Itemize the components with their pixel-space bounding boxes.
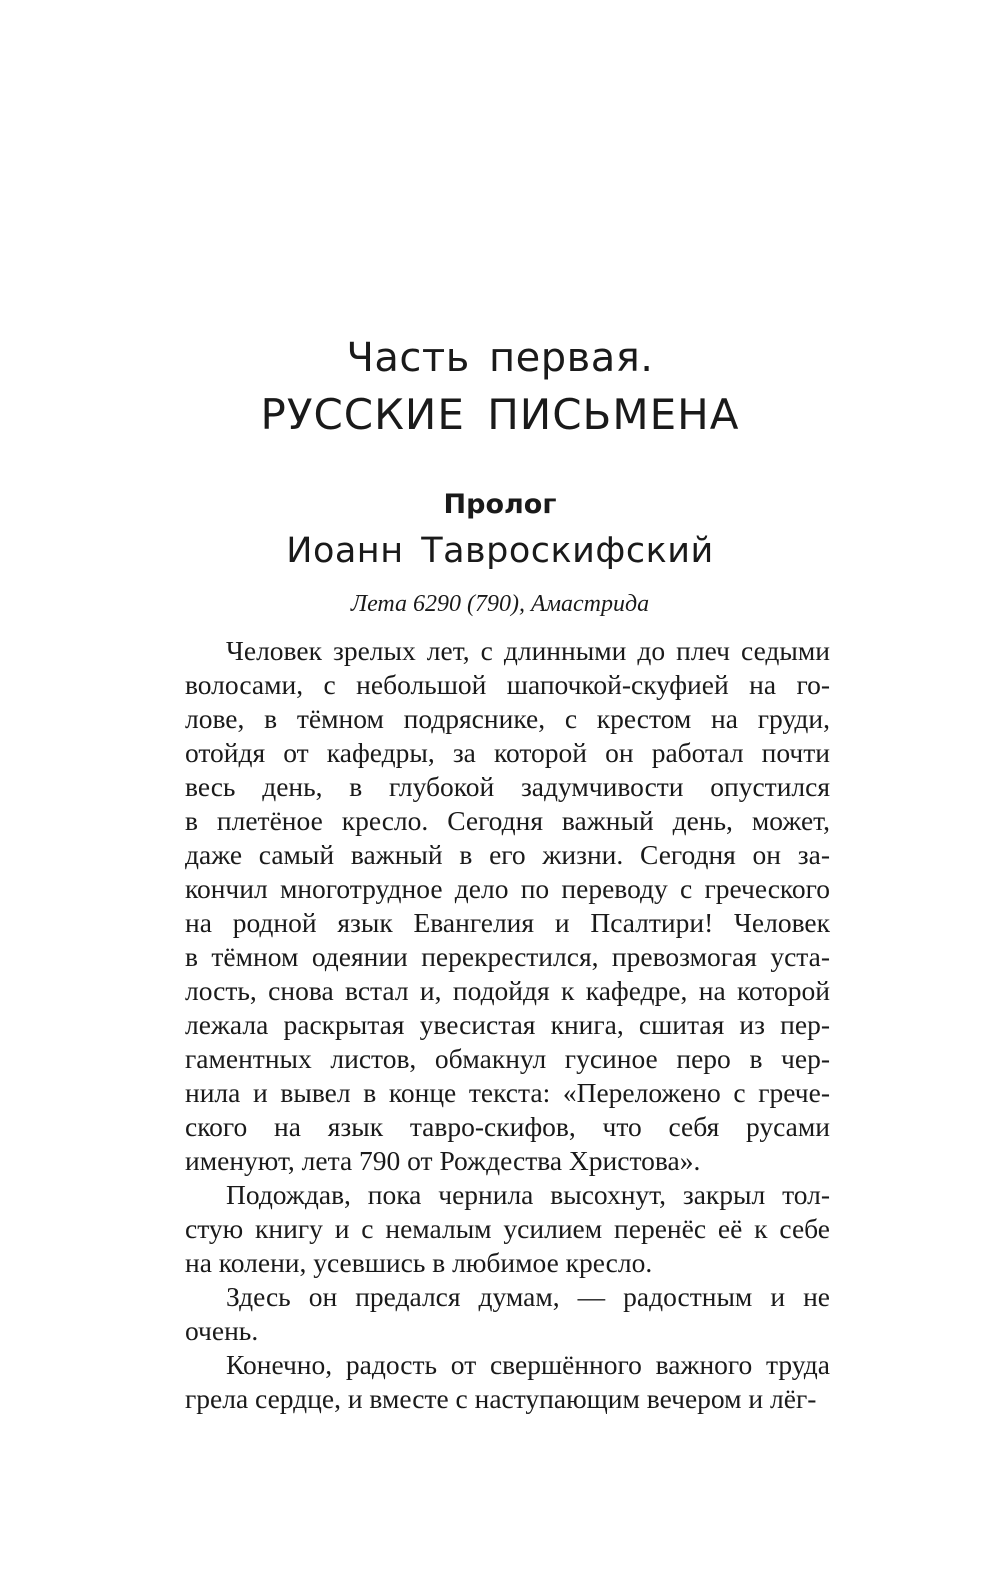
text-line: Человек зрелых лет, с длинными до плеч седыми bbox=[226, 635, 830, 666]
text-line: нила и вывел в конце текста: «Переложено с грече- bbox=[185, 1077, 830, 1108]
text-line: грела сердце, и вместе с наступающим вечером и лёг- bbox=[185, 1383, 817, 1414]
paragraph bbox=[185, 634, 830, 1178]
text-line: лове, в тёмном подряснике, с крестом на груди, bbox=[185, 703, 830, 734]
text-line: весь день, в глубокой задумчивости опустился bbox=[185, 771, 830, 802]
text-line: стую книгу и с немалым усилием перенёс её к себе bbox=[185, 1213, 830, 1244]
text-line: гаментных листов, обмакнул гусиное перо в чер- bbox=[185, 1043, 830, 1074]
text-line: Здесь он предался думам, — радостным и не bbox=[226, 1281, 830, 1312]
part-title-line1: Часть первая. bbox=[346, 335, 654, 381]
text-line: очень. bbox=[185, 1315, 259, 1346]
text-line: кончил многотрудное дело по переводу с греческого bbox=[185, 873, 830, 904]
paragraph bbox=[185, 1280, 830, 1348]
text-line: лежала раскрытая увесистая книга, сшитая из пер- bbox=[185, 1009, 830, 1040]
chapter-title: Иоанн Тавроскифский bbox=[286, 531, 714, 571]
text-line: в тёмном одеянии перекрестился, превозмогая уста- bbox=[185, 941, 830, 972]
text-line: на колени, усевшись в любимое кресло. bbox=[185, 1247, 653, 1278]
prologue-label: Пролог bbox=[443, 489, 557, 520]
dateline: Лета 6290 (790), Амастрида bbox=[350, 591, 650, 617]
part-title bbox=[0, 330, 1000, 444]
text-line: на родной язык Евангелия и Псалтири! Человек bbox=[185, 907, 830, 938]
text-line: Конечно, радость от свершённого важного труда bbox=[226, 1349, 830, 1380]
text-line: именуют, лета 790 от Рождества Христова». bbox=[185, 1145, 701, 1176]
text-line: волосами, с небольшой шапочкой-скуфией на го- bbox=[185, 669, 830, 700]
text-line: Подождав, пока чернила высохнут, закрыл тол- bbox=[226, 1179, 830, 1210]
paragraph bbox=[185, 1178, 830, 1280]
part-title-line2: РУССКИЕ ПИСЬМЕНА bbox=[260, 390, 740, 439]
text-line: в плетёное кресло. Сегодня важный день, может, bbox=[185, 805, 830, 836]
text-line: отойдя от кафедры, за которой он работал почти bbox=[185, 737, 830, 768]
text-line: ского на язык тавро-скифов, что себя русами bbox=[185, 1111, 830, 1142]
body-text bbox=[185, 634, 830, 1416]
paragraph bbox=[185, 1348, 830, 1416]
text-line: даже самый важный в его жизни. Сегодня он за- bbox=[185, 839, 830, 870]
text-line: лость, снова встал и, подойдя к кафедре, на которой bbox=[185, 975, 830, 1006]
